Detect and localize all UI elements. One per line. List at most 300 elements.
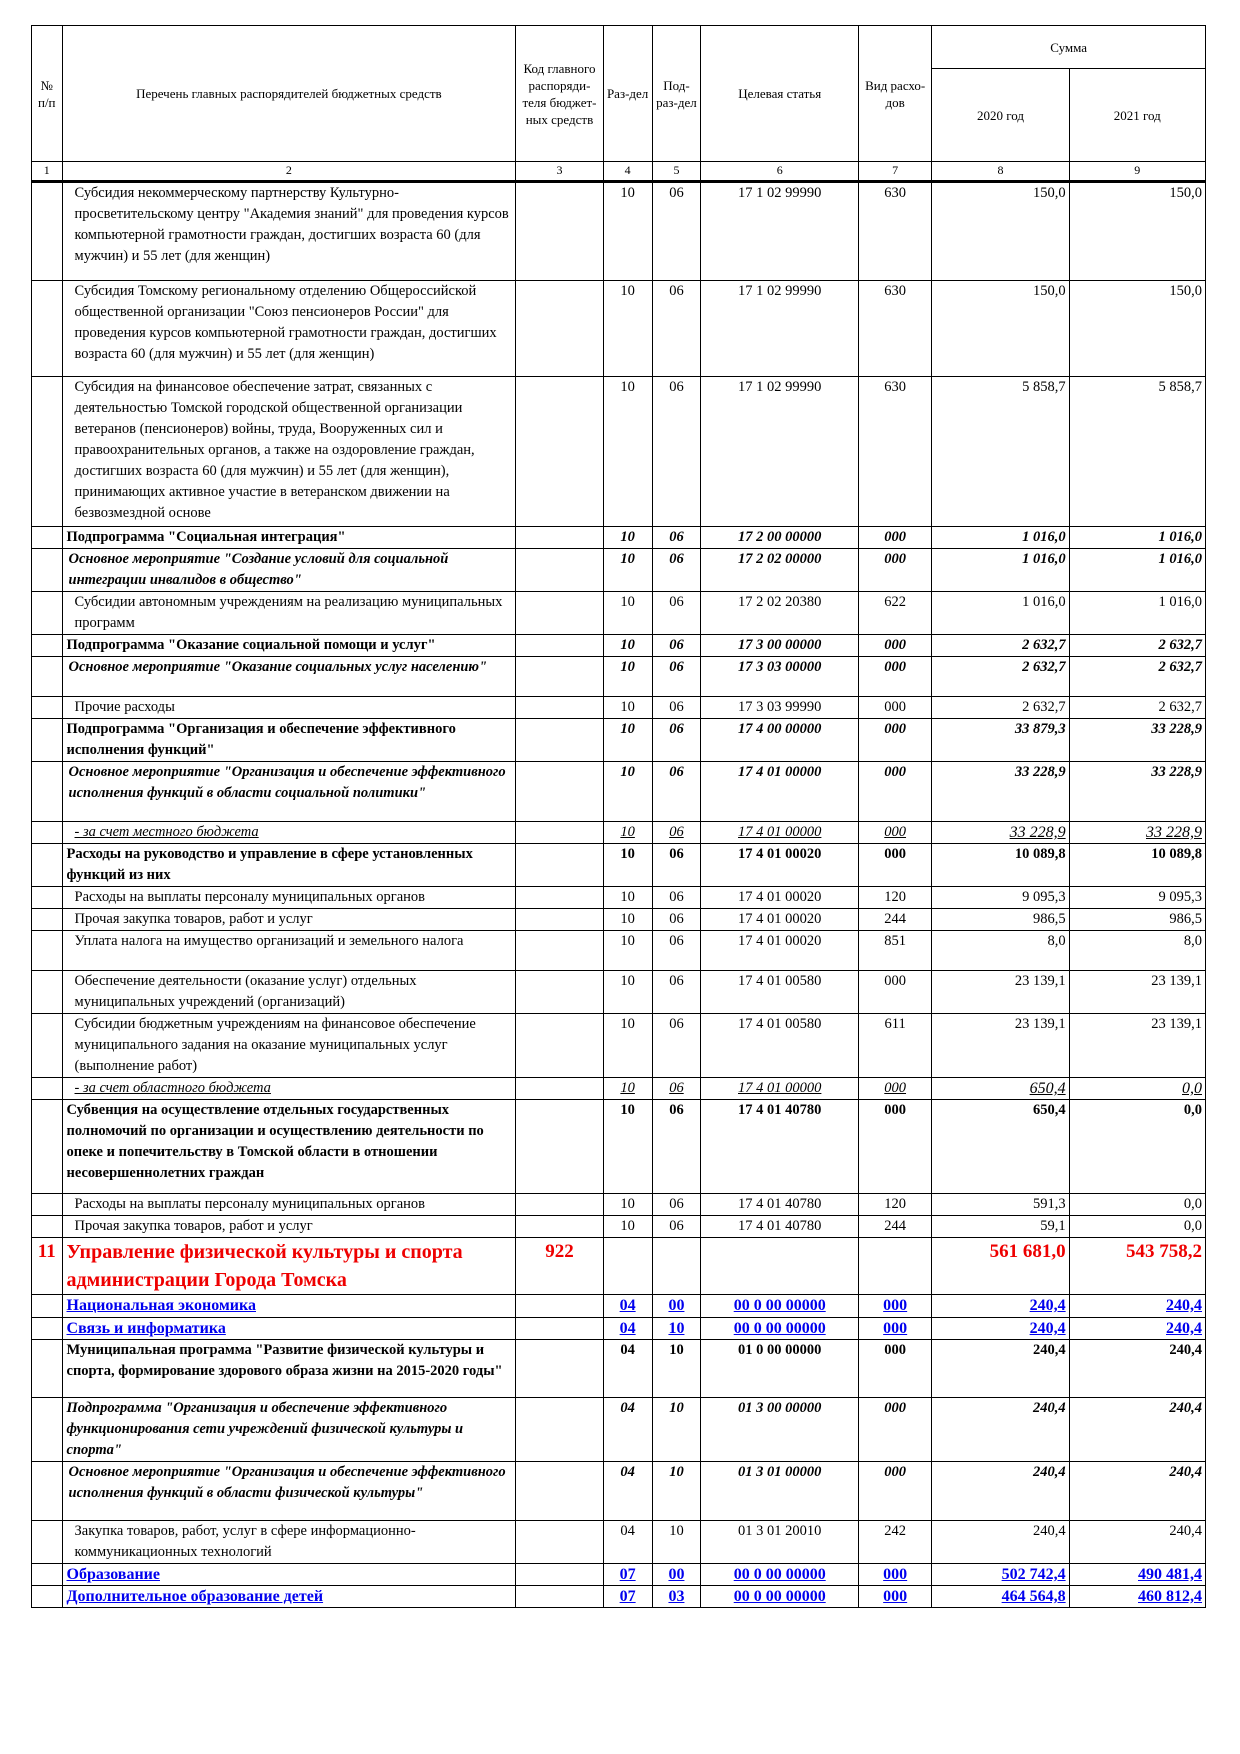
cell-podrazdel: 10	[652, 1318, 701, 1340]
cell-vid: 000	[859, 1295, 932, 1318]
cell-2021: 33 228,9	[1069, 762, 1205, 822]
cell-podrazdel: 10	[652, 1521, 701, 1564]
cell-target: 01 0 00 00000	[701, 1340, 859, 1398]
cell-razdel	[603, 1238, 652, 1295]
table-row	[32, 527, 1206, 549]
cell-name: Подпрограмма "Организация и обеспечение эффективного исполнения функций"	[62, 719, 516, 762]
cell-razdel: 10	[603, 549, 652, 592]
cell-2020: 8,0	[932, 931, 1069, 971]
cell-razdel: 10	[603, 1194, 652, 1216]
cell-2021: 986,5	[1069, 909, 1205, 931]
cell-razdel: 04	[603, 1521, 652, 1564]
cell-2020: 240,4	[932, 1340, 1069, 1398]
table-body	[32, 182, 1206, 1608]
table-row	[32, 844, 1206, 887]
table-row	[32, 635, 1206, 657]
cell-razdel: 10	[603, 822, 652, 844]
cell-vid: 622	[859, 592, 932, 635]
table-row	[32, 1318, 1206, 1340]
cell-2020: 464 564,8	[932, 1586, 1069, 1608]
cell-target: 17 4 01 40780	[701, 1216, 859, 1238]
cell-vid: 000	[859, 719, 932, 762]
cell-2021: 490 481,4	[1069, 1564, 1205, 1586]
cell-podrazdel: 06	[652, 909, 701, 931]
cell-vid: 630	[859, 281, 932, 377]
cell-code	[516, 822, 603, 844]
cell-name: Субсидия Томскому региональному отделению Общероссийской общественной организации "Союз пенсионеров России" для проведения курсов компьютерной грамотности граждан, достигших возраста 60 (для мужчин) и 55 лет (для женщин)	[62, 281, 516, 377]
cell-2021: 2 632,7	[1069, 635, 1205, 657]
cell-num	[32, 1078, 63, 1100]
header-num: № п/п	[32, 26, 63, 162]
cell-2020: 2 632,7	[932, 657, 1069, 697]
cell-podrazdel: 10	[652, 1398, 701, 1462]
cell-num	[32, 762, 63, 822]
cell-name: Закупка товаров, работ, услуг в сфере информационно-коммуникационных технологий	[62, 1521, 516, 1564]
cell-2021: 150,0	[1069, 281, 1205, 377]
header-target: Целевая статья	[701, 26, 859, 162]
cell-num	[32, 1100, 63, 1194]
cell-num	[32, 1586, 63, 1608]
cell-2020: 240,4	[932, 1462, 1069, 1521]
cell-name: - за счет местного бюджета	[62, 822, 516, 844]
cell-name: Связь и информатика	[62, 1318, 516, 1340]
table-row	[32, 1194, 1206, 1216]
cell-razdel: 10	[603, 281, 652, 377]
cell-num	[32, 549, 63, 592]
cell-vid: 000	[859, 1586, 932, 1608]
cell-2020: 591,3	[932, 1194, 1069, 1216]
table-row	[32, 182, 1206, 281]
cell-2020: 5 858,7	[932, 377, 1069, 527]
cell-razdel: 04	[603, 1295, 652, 1318]
colnum: 7	[859, 162, 932, 182]
cell-2021: 150,0	[1069, 182, 1205, 281]
cell-podrazdel: 06	[652, 657, 701, 697]
cell-name: - за счет областного бюджета	[62, 1078, 516, 1100]
cell-code	[516, 697, 603, 719]
table-row	[32, 1462, 1206, 1521]
cell-2021: 23 139,1	[1069, 971, 1205, 1014]
cell-vid	[859, 1238, 932, 1295]
cell-razdel: 04	[603, 1318, 652, 1340]
cell-2021: 33 228,9	[1069, 822, 1205, 844]
cell-num	[32, 719, 63, 762]
cell-code	[516, 1564, 603, 1586]
cell-target: 01 3 00 00000	[701, 1398, 859, 1462]
cell-vid: 000	[859, 1318, 932, 1340]
cell-name: Основное мероприятие "Оказание социальных услуг населению"	[62, 657, 516, 697]
cell-razdel: 10	[603, 762, 652, 822]
cell-num	[32, 635, 63, 657]
table-row	[32, 971, 1206, 1014]
cell-num	[32, 1295, 63, 1318]
cell-name: Основное мероприятие "Организация и обеспечение эффективного исполнения функций в области социальной политики"	[62, 762, 516, 822]
cell-podrazdel: 06	[652, 592, 701, 635]
cell-2021: 2 632,7	[1069, 657, 1205, 697]
cell-code	[516, 182, 603, 281]
cell-vid: 630	[859, 377, 932, 527]
cell-name: Дополнительное образование детей	[62, 1586, 516, 1608]
cell-target: 17 4 01 00020	[701, 931, 859, 971]
cell-razdel: 04	[603, 1462, 652, 1521]
cell-2021: 0,0	[1069, 1194, 1205, 1216]
cell-2021: 2 632,7	[1069, 697, 1205, 719]
cell-name: Прочая закупка товаров, работ и услуг	[62, 909, 516, 931]
cell-name: Образование	[62, 1564, 516, 1586]
cell-target: 17 2 02 20380	[701, 592, 859, 635]
cell-podrazdel: 06	[652, 762, 701, 822]
cell-target: 01 3 01 20010	[701, 1521, 859, 1564]
cell-2020: 986,5	[932, 909, 1069, 931]
colnum: 4	[603, 162, 652, 182]
cell-razdel: 04	[603, 1398, 652, 1462]
cell-code	[516, 549, 603, 592]
cell-2021: 460 812,4	[1069, 1586, 1205, 1608]
cell-vid: 000	[859, 762, 932, 822]
cell-2021: 5 858,7	[1069, 377, 1205, 527]
cell-num	[32, 844, 63, 887]
cell-2020: 502 742,4	[932, 1564, 1069, 1586]
cell-target: 17 2 00 00000	[701, 527, 859, 549]
table-row	[32, 657, 1206, 697]
cell-2021: 33 228,9	[1069, 719, 1205, 762]
cell-num	[32, 887, 63, 909]
table-row	[32, 909, 1206, 931]
cell-razdel: 10	[603, 1100, 652, 1194]
cell-target: 17 2 02 00000	[701, 549, 859, 592]
cell-vid: 000	[859, 1078, 932, 1100]
cell-target: 17 4 01 00020	[701, 844, 859, 887]
cell-vid: 000	[859, 822, 932, 844]
cell-razdel: 07	[603, 1564, 652, 1586]
cell-target: 17 4 01 40780	[701, 1100, 859, 1194]
cell-name: Основное мероприятие "Организация и обеспечение эффективного исполнения функций в области физической культуры"	[62, 1462, 516, 1521]
cell-podrazdel: 06	[652, 931, 701, 971]
table-row	[32, 549, 1206, 592]
cell-podrazdel: 10	[652, 1462, 701, 1521]
cell-code: 922	[516, 1238, 603, 1295]
table-row	[32, 1340, 1206, 1398]
cell-2020: 1 016,0	[932, 592, 1069, 635]
header-code: Код главного распоряди-теля бюджет-ных средств	[516, 26, 603, 162]
cell-podrazdel: 06	[652, 719, 701, 762]
table-row	[32, 1521, 1206, 1564]
cell-target: 00 0 00 00000	[701, 1318, 859, 1340]
cell-code	[516, 592, 603, 635]
cell-code	[516, 635, 603, 657]
cell-2020: 33 228,9	[932, 822, 1069, 844]
cell-vid: 000	[859, 1462, 932, 1521]
cell-podrazdel: 06	[652, 281, 701, 377]
cell-2020: 240,4	[932, 1318, 1069, 1340]
cell-name: Подпрограмма "Оказание социальной помощи и услуг"	[62, 635, 516, 657]
cell-2020: 240,4	[932, 1295, 1069, 1318]
cell-name: Субсидия на финансовое обеспечение затрат, связанных с деятельностью Томской городской общественной организации ветеранов (пенсионеров) войны, труда, Вооруженных сил и правоохранительных органов, а также на оздоровление граждан, достигших возраста 60 (для мужчин) и 55 лет (для женщин), принимающих активное участие в ветеранском движении на безвозмездной основе	[62, 377, 516, 527]
cell-vid: 000	[859, 549, 932, 592]
cell-2020: 650,4	[932, 1100, 1069, 1194]
cell-num	[32, 281, 63, 377]
cell-razdel: 10	[603, 635, 652, 657]
table-row	[32, 1586, 1206, 1608]
cell-2020: 10 089,8	[932, 844, 1069, 887]
cell-target: 17 4 01 00580	[701, 971, 859, 1014]
cell-code	[516, 1014, 603, 1078]
cell-razdel: 10	[603, 377, 652, 527]
cell-name: Обеспечение деятельности (оказание услуг) отдельных муниципальных учреждений (организаций)	[62, 971, 516, 1014]
cell-target: 00 0 00 00000	[701, 1586, 859, 1608]
cell-2021: 0,0	[1069, 1078, 1205, 1100]
cell-num	[32, 377, 63, 527]
cell-2021: 240,4	[1069, 1318, 1205, 1340]
table-row	[32, 281, 1206, 377]
cell-target: 17 3 03 99990	[701, 697, 859, 719]
cell-razdel: 10	[603, 697, 652, 719]
cell-podrazdel	[652, 1238, 701, 1295]
cell-2021: 1 016,0	[1069, 527, 1205, 549]
cell-2021: 240,4	[1069, 1295, 1205, 1318]
cell-target: 17 4 01 40780	[701, 1194, 859, 1216]
cell-2020: 2 632,7	[932, 635, 1069, 657]
cell-target: 17 4 01 00000	[701, 762, 859, 822]
cell-num	[32, 1521, 63, 1564]
cell-podrazdel: 06	[652, 1216, 701, 1238]
cell-code	[516, 844, 603, 887]
table-row	[32, 377, 1206, 527]
colnum: 3	[516, 162, 603, 182]
table-row	[32, 1295, 1206, 1318]
cell-code	[516, 1295, 603, 1318]
cell-podrazdel: 00	[652, 1295, 701, 1318]
cell-2020: 9 095,3	[932, 887, 1069, 909]
cell-code	[516, 1216, 603, 1238]
cell-2020: 650,4	[932, 1078, 1069, 1100]
cell-num	[32, 1398, 63, 1462]
cell-2021: 10 089,8	[1069, 844, 1205, 887]
cell-2021: 0,0	[1069, 1216, 1205, 1238]
cell-code	[516, 281, 603, 377]
table-row	[32, 1564, 1206, 1586]
cell-vid: 242	[859, 1521, 932, 1564]
cell-2021: 543 758,2	[1069, 1238, 1205, 1295]
cell-target: 00 0 00 00000	[701, 1564, 859, 1586]
table-row	[32, 592, 1206, 635]
cell-target: 00 0 00 00000	[701, 1295, 859, 1318]
cell-podrazdel: 06	[652, 697, 701, 719]
cell-num	[32, 1014, 63, 1078]
cell-podrazdel: 06	[652, 822, 701, 844]
table-row	[32, 1398, 1206, 1462]
cell-name: Национальная экономика	[62, 1295, 516, 1318]
cell-name: Расходы на выплаты персоналу муниципальных органов	[62, 1194, 516, 1216]
cell-2020: 150,0	[932, 281, 1069, 377]
cell-podrazdel: 06	[652, 1078, 701, 1100]
cell-name: Управление физической культуры и спорта администрации Города Томска	[62, 1238, 516, 1295]
colnum: 9	[1069, 162, 1205, 182]
cell-name: Расходы на выплаты персоналу муниципальных органов	[62, 887, 516, 909]
cell-num	[32, 1564, 63, 1586]
cell-target: 17 4 01 00000	[701, 822, 859, 844]
cell-2020: 1 016,0	[932, 527, 1069, 549]
cell-2021: 240,4	[1069, 1462, 1205, 1521]
cell-num	[32, 1194, 63, 1216]
cell-razdel: 07	[603, 1586, 652, 1608]
cell-2020: 1 016,0	[932, 549, 1069, 592]
cell-code	[516, 931, 603, 971]
cell-vid: 244	[859, 1216, 932, 1238]
cell-num	[32, 1318, 63, 1340]
budget-table-page	[31, 25, 1206, 1608]
cell-podrazdel: 06	[652, 1014, 701, 1078]
cell-target: 17 4 01 00020	[701, 887, 859, 909]
table-header	[32, 26, 1206, 182]
cell-code	[516, 657, 603, 697]
cell-target: 17 4 00 00000	[701, 719, 859, 762]
cell-vid: 120	[859, 887, 932, 909]
cell-name: Субсидия некоммерческому партнерству Культурно-просветительскому центру "Академия знаний" для проведения курсов компьютерной грамотности граждан, достигших возраста 60 (для мужчин) и 55 лет (для женщин)	[62, 182, 516, 281]
cell-razdel: 10	[603, 887, 652, 909]
cell-code	[516, 1462, 603, 1521]
cell-code	[516, 527, 603, 549]
header-sum: Сумма	[932, 26, 1206, 69]
cell-2020: 59,1	[932, 1216, 1069, 1238]
cell-podrazdel: 10	[652, 1340, 701, 1398]
cell-2020: 150,0	[932, 182, 1069, 281]
cell-num	[32, 697, 63, 719]
cell-target	[701, 1238, 859, 1295]
cell-name: Субвенция на осуществление отдельных государственных полномочий по организации и осуществлению деятельности по опеке и попечительству в Томской области в отношении несовершеннолетних граждан	[62, 1100, 516, 1194]
cell-code	[516, 1340, 603, 1398]
cell-2020: 33 879,3	[932, 719, 1069, 762]
cell-2020: 561 681,0	[932, 1238, 1069, 1295]
table-row	[32, 719, 1206, 762]
cell-vid: 000	[859, 844, 932, 887]
cell-vid: 000	[859, 527, 932, 549]
cell-target: 17 1 02 99990	[701, 182, 859, 281]
cell-name: Субсидии бюджетным учреждениям на финансовое обеспечение муниципального задания на оказание муниципальных услуг (выполнение работ)	[62, 1014, 516, 1078]
table-row	[32, 1014, 1206, 1078]
cell-vid: 611	[859, 1014, 932, 1078]
cell-podrazdel: 06	[652, 844, 701, 887]
colnum: 1	[32, 162, 63, 182]
cell-razdel: 04	[603, 1340, 652, 1398]
cell-target: 17 1 02 99990	[701, 377, 859, 527]
cell-vid: 000	[859, 1100, 932, 1194]
cell-2020: 33 228,9	[932, 762, 1069, 822]
cell-name: Расходы на руководство и управление в сфере установленных функций из них	[62, 844, 516, 887]
cell-target: 17 1 02 99990	[701, 281, 859, 377]
cell-podrazdel: 03	[652, 1586, 701, 1608]
header-name: Перечень главных распорядителей бюджетных средств	[62, 26, 516, 162]
budget-table	[31, 25, 1206, 1608]
cell-razdel: 10	[603, 971, 652, 1014]
cell-vid: 630	[859, 182, 932, 281]
cell-code	[516, 377, 603, 527]
table-row	[32, 887, 1206, 909]
colnum: 6	[701, 162, 859, 182]
cell-code	[516, 1194, 603, 1216]
cell-podrazdel: 06	[652, 1194, 701, 1216]
cell-name: Прочая закупка товаров, работ и услуг	[62, 1216, 516, 1238]
cell-podrazdel: 06	[652, 971, 701, 1014]
cell-podrazdel: 06	[652, 635, 701, 657]
cell-target: 17 4 01 00020	[701, 909, 859, 931]
table-row	[32, 697, 1206, 719]
cell-razdel: 10	[603, 719, 652, 762]
cell-2020: 23 139,1	[932, 1014, 1069, 1078]
cell-2020: 240,4	[932, 1398, 1069, 1462]
cell-vid: 244	[859, 909, 932, 931]
cell-target: 01 3 01 00000	[701, 1462, 859, 1521]
cell-vid: 000	[859, 1340, 932, 1398]
cell-razdel: 10	[603, 182, 652, 281]
cell-razdel: 10	[603, 527, 652, 549]
header-razdel: Раз-дел	[603, 26, 652, 162]
cell-num	[32, 909, 63, 931]
cell-2021: 240,4	[1069, 1398, 1205, 1462]
cell-2021: 240,4	[1069, 1340, 1205, 1398]
cell-code	[516, 909, 603, 931]
cell-num	[32, 182, 63, 281]
cell-code	[516, 1100, 603, 1194]
cell-razdel: 10	[603, 1078, 652, 1100]
cell-name: Основное мероприятие "Создание условий для социальной интеграции инвалидов в общество"	[62, 549, 516, 592]
cell-code	[516, 719, 603, 762]
header-podrazdel: Под-раз-дел	[652, 26, 701, 162]
cell-num	[32, 1216, 63, 1238]
table-row	[32, 762, 1206, 822]
cell-vid: 120	[859, 1194, 932, 1216]
cell-name: Субсидии автономным учреждениям на реализацию муниципальных программ	[62, 592, 516, 635]
cell-razdel: 10	[603, 844, 652, 887]
cell-target: 17 3 03 00000	[701, 657, 859, 697]
colnum: 5	[652, 162, 701, 182]
table-row	[32, 1100, 1206, 1194]
cell-num: 11	[32, 1238, 63, 1295]
cell-target: 17 4 01 00580	[701, 1014, 859, 1078]
cell-podrazdel: 06	[652, 377, 701, 527]
cell-2020: 240,4	[932, 1521, 1069, 1564]
colnum: 8	[932, 162, 1069, 182]
cell-name: Подпрограмма "Социальная интеграция"	[62, 527, 516, 549]
cell-code	[516, 762, 603, 822]
cell-podrazdel: 06	[652, 549, 701, 592]
table-row	[32, 1216, 1206, 1238]
cell-num	[32, 1340, 63, 1398]
cell-code	[516, 1318, 603, 1340]
cell-vid: 000	[859, 657, 932, 697]
cell-target: 17 3 00 00000	[701, 635, 859, 657]
cell-num	[32, 822, 63, 844]
cell-razdel: 10	[603, 931, 652, 971]
cell-num	[32, 1462, 63, 1521]
cell-code	[516, 887, 603, 909]
cell-podrazdel: 06	[652, 182, 701, 281]
cell-num	[32, 527, 63, 549]
cell-vid: 000	[859, 635, 932, 657]
cell-code	[516, 971, 603, 1014]
cell-2021: 0,0	[1069, 1100, 1205, 1194]
cell-razdel: 10	[603, 1216, 652, 1238]
cell-2020: 23 139,1	[932, 971, 1069, 1014]
cell-name: Прочие расходы	[62, 697, 516, 719]
colnum: 2	[62, 162, 516, 182]
cell-podrazdel: 06	[652, 887, 701, 909]
cell-razdel: 10	[603, 909, 652, 931]
table-row	[32, 931, 1206, 971]
cell-num	[32, 592, 63, 635]
cell-podrazdel: 06	[652, 527, 701, 549]
cell-podrazdel: 06	[652, 1100, 701, 1194]
